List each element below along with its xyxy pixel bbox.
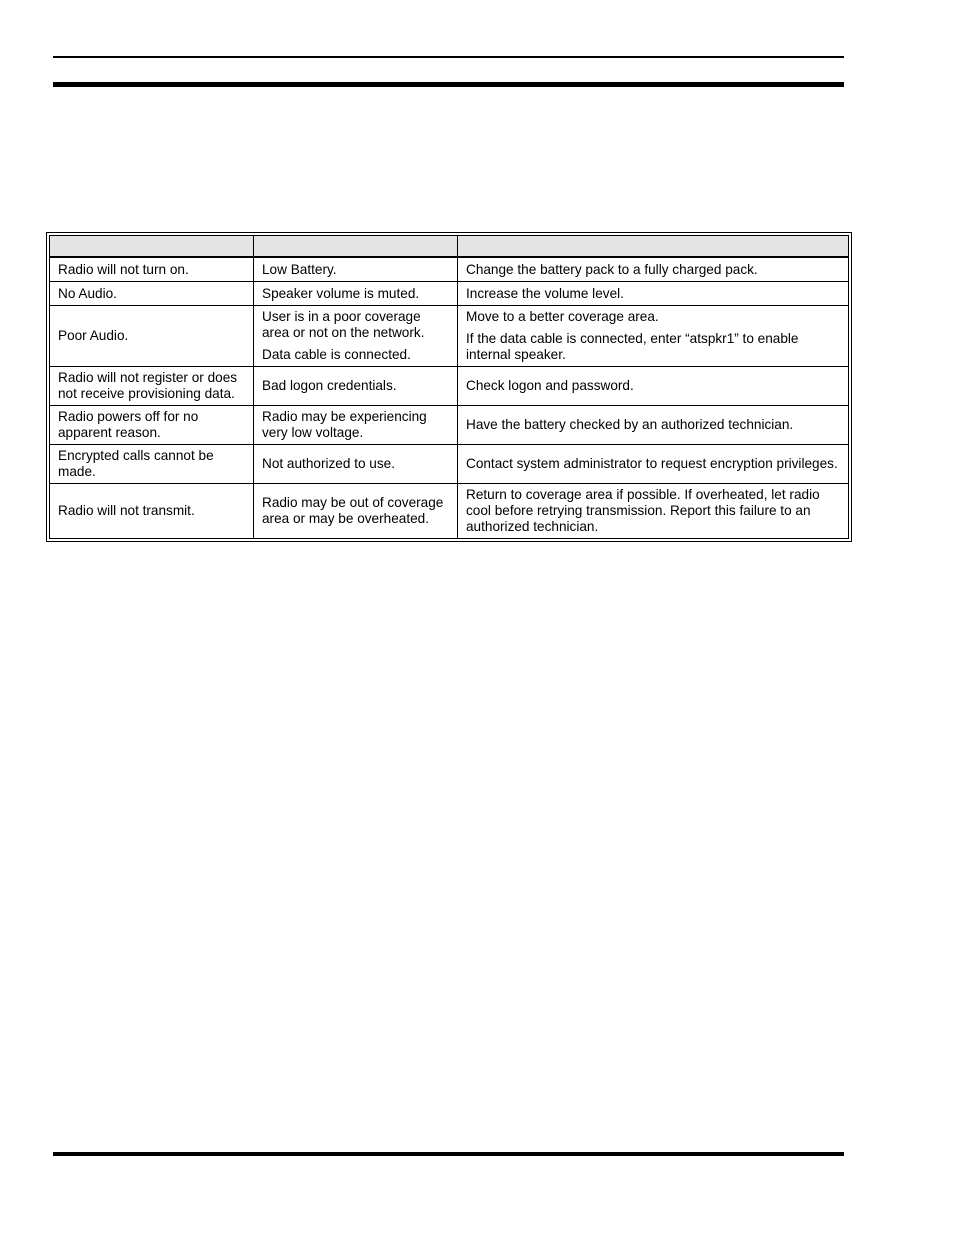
solution-cell xyxy=(458,406,849,445)
problem-cell xyxy=(50,257,254,282)
header-cause xyxy=(254,236,458,258)
problem-text: Radio powers off for no apparent reason. xyxy=(58,409,199,440)
cause-text: Bad logon credentials. xyxy=(262,378,397,393)
solution-text: Contact system administrator to request encryption privileges. xyxy=(466,456,838,471)
solution-text: Return to coverage area if possible. If overheated, let radio cool before retrying transmission. Report this failure to an authorized technician. xyxy=(466,487,820,534)
cause-cell xyxy=(254,282,458,306)
table-row xyxy=(50,484,849,539)
cause-text: Radio may be out of coverage area or may be overheated. xyxy=(262,495,444,526)
solution-text: Change the battery pack to a fully charged pack. xyxy=(466,261,758,277)
solution-text: Move to a better coverage area. xyxy=(466,309,659,324)
cause-text: Data cable is connected. xyxy=(262,347,411,362)
solution-text: Have the battery checked by an authorized technician. xyxy=(466,417,794,432)
problem-text: Poor Audio. xyxy=(58,328,129,343)
problem-text: Radio will not transmit. xyxy=(58,503,195,518)
table-row xyxy=(50,445,849,484)
header-problem xyxy=(50,236,254,258)
problem-cell xyxy=(50,367,254,406)
problem-text: Radio will not turn on. xyxy=(58,261,189,277)
cause-text: Low Battery. xyxy=(262,261,337,277)
footer-rule xyxy=(53,1152,844,1156)
solution-cell xyxy=(458,306,849,367)
cause-cell xyxy=(254,484,458,539)
solution-cell xyxy=(458,484,849,539)
header-rule-thick xyxy=(53,82,844,87)
table-row xyxy=(50,257,849,282)
cause-cell xyxy=(254,406,458,445)
cause-text: Not authorized to use. xyxy=(262,456,395,471)
cause-cell xyxy=(254,306,458,367)
table-header-row xyxy=(50,236,849,258)
cause-cell xyxy=(254,257,458,282)
troubleshooting-table xyxy=(49,235,849,539)
table-row xyxy=(50,306,849,367)
problem-cell xyxy=(50,282,254,306)
solution-cell xyxy=(458,282,849,306)
troubleshooting-table-frame xyxy=(46,232,852,542)
problem-cell xyxy=(50,484,254,539)
problem-cell xyxy=(50,445,254,484)
problem-cell xyxy=(50,406,254,445)
cause-text: Speaker volume is muted. xyxy=(262,285,420,301)
solution-cell xyxy=(458,257,849,282)
cause-cell xyxy=(254,367,458,406)
problem-text: Radio will not register or does not receive provisioning data. xyxy=(58,370,238,401)
problem-cell xyxy=(50,306,254,367)
header-rule-thin xyxy=(53,56,844,58)
solution-text: Increase the volume level. xyxy=(466,285,624,301)
header-solution xyxy=(458,236,849,258)
problem-text: Encrypted calls cannot be made. xyxy=(58,448,214,479)
solution-cell xyxy=(458,445,849,484)
table-row xyxy=(50,406,849,445)
problem-text: No Audio. xyxy=(58,285,117,301)
cause-text: Radio may be experiencing very low voltage. xyxy=(262,409,427,440)
solution-text: Check logon and password. xyxy=(466,378,634,393)
solution-cell xyxy=(458,367,849,406)
cause-cell xyxy=(254,445,458,484)
cause-text: User is in a poor coverage area or not on the network. xyxy=(262,309,425,340)
table-row xyxy=(50,367,849,406)
solution-text: If the data cable is connected, enter “atspkr1” to enable internal speaker. xyxy=(466,331,799,362)
table-row xyxy=(50,282,849,306)
